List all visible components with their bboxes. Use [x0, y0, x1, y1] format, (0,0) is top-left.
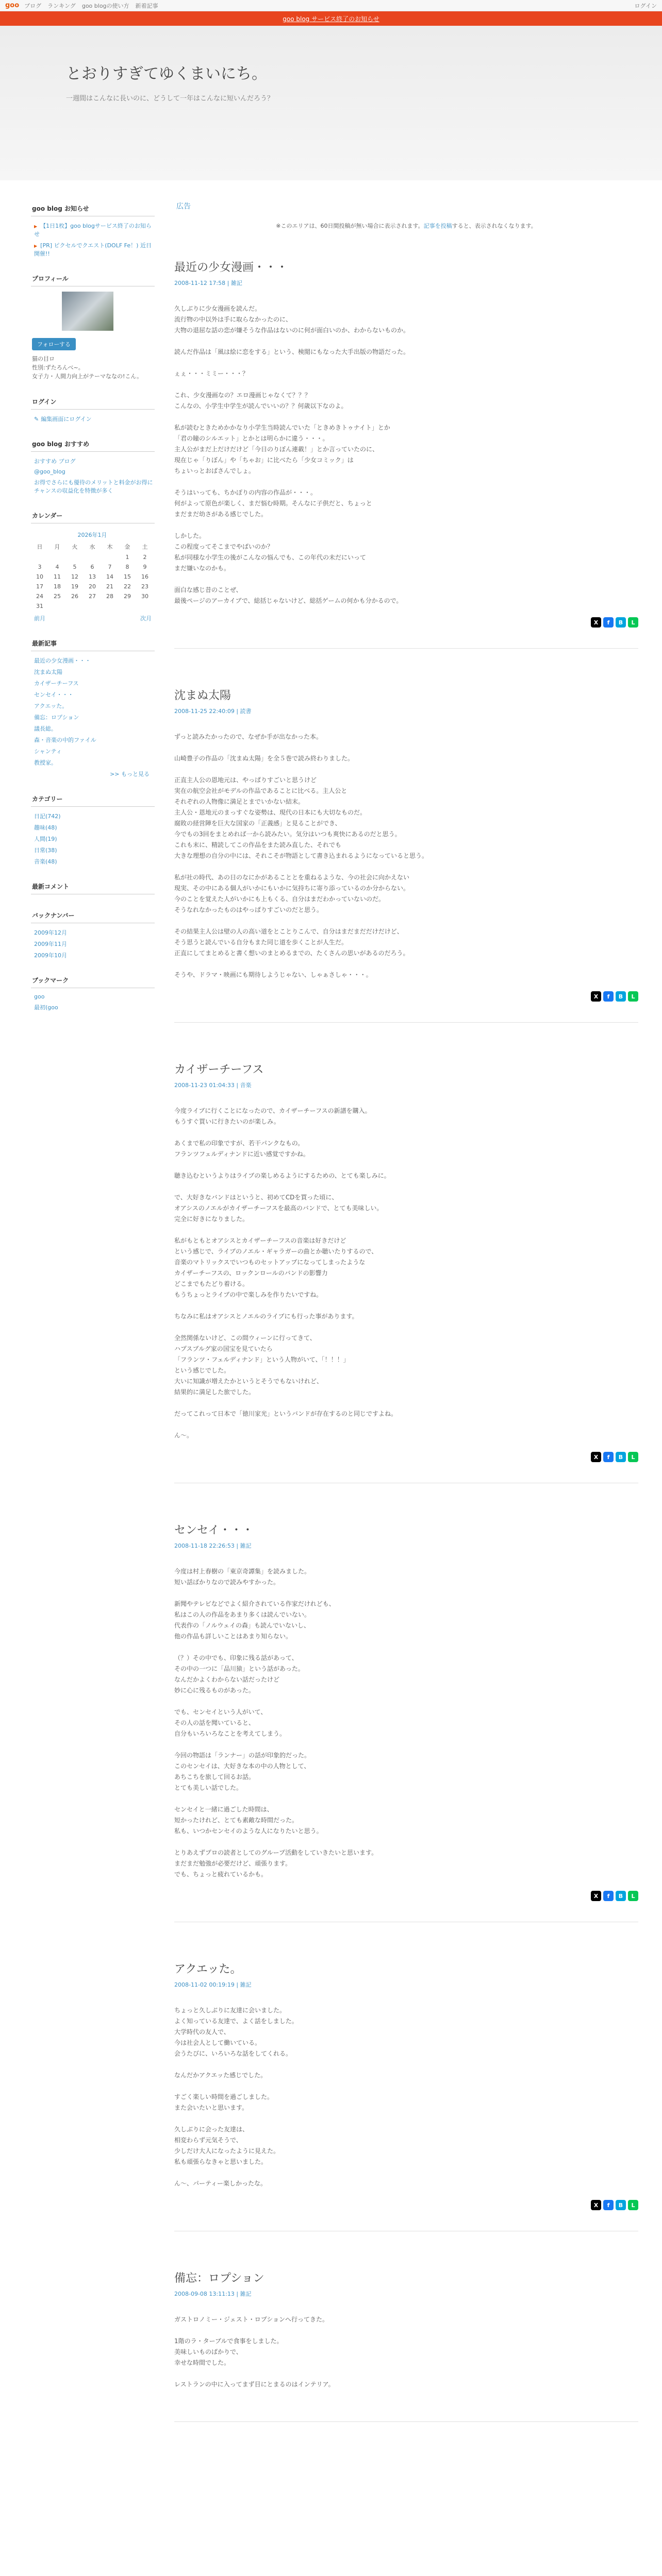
- profile-text: 女子力・人間力向上がテーマななの!こん。: [32, 373, 143, 380]
- backnumber-title: バックナンバー: [31, 908, 155, 923]
- hatena-share-icon[interactable]: B: [616, 2200, 626, 2210]
- reco-item[interactable]: おすすめ ブログ: [34, 458, 76, 465]
- post-body: [174, 2314, 638, 2390]
- cal-day: 25: [54, 593, 61, 600]
- cal-day: [66, 601, 84, 611]
- topbar-link[interactable]: ブログ: [24, 2, 42, 9]
- post-paragraph: 聴き込むというよりはライブの楽しめるようにするための、とても楽しみに。: [174, 1172, 390, 1179]
- cal-day: 16: [141, 573, 148, 580]
- line-share-icon[interactable]: L: [628, 1452, 638, 1462]
- post-paragraph: だってこれって日本で「徳川家光」というバンドが存在するのと同じですよね。: [174, 1410, 398, 1417]
- cal-day: [84, 552, 101, 562]
- post-paragraph: その結果主人公は壁の人の高い道をとことりこんで、自分はまだまだだけだけど、 そう思うと読んでいる自分もまた同じ道を歩くことが人生だ。 正直にしてまとめると書く想いのまとめるまでの、たくさんの思いがあるのだろう。: [174, 928, 409, 957]
- login-title: ログイン: [31, 394, 155, 410]
- x-share-icon[interactable]: X: [591, 1452, 601, 1462]
- bookmark-item[interactable]: 最初(goo: [34, 1004, 58, 1011]
- blog-post: [174, 1508, 638, 1922]
- calendar-caption: 2026年1月: [77, 532, 107, 538]
- follow-button[interactable]: フォローする: [32, 338, 76, 350]
- post-body: [174, 1566, 638, 1880]
- category-item[interactable]: 日常(38): [34, 847, 57, 854]
- post-title[interactable]: アクエッた。: [174, 1963, 242, 1976]
- recent-item[interactable]: 備忘：ロプション: [34, 714, 79, 721]
- cal-day: [119, 601, 136, 611]
- blog-subtitle: 一週間はこんなに長いのに、どうして一年はこんなに短いんだろう？: [66, 95, 274, 103]
- share-buttons: [174, 991, 638, 1002]
- line-share-icon[interactable]: L: [628, 1891, 638, 1901]
- post-paragraph: そうはいっても、ちかぽりの内容の作品が・・・。 何がよって原色が楽しく、まだ悩む時期。そんなに子供だと、ちょっと まだまだ幼さがある感じでした。: [174, 489, 372, 518]
- post-paragraph: 新聞やテレビなどでよく紹介されている作家だけれども、 私はこの人の作品をあまり多くは読んでいない。 代表作の「ノルウェイの森」も読んでいないし、 他の作品も詳しいことはあまり知らない。: [174, 1600, 335, 1640]
- post-paragraph: ぇぇ・・・ミミー・・・？: [174, 370, 249, 377]
- cal-head: 金: [124, 544, 130, 550]
- post-paragraph: あくまで私の印象ですが、若干パンクなもの。 フランツフェルディナンドに近い感覚ですかね。: [174, 1140, 309, 1158]
- topbar-link[interactable]: ランキング: [47, 2, 76, 9]
- info-item[interactable]: ▶ 【1日1枚】goo blogサービス終了のお知らせ: [34, 222, 155, 238]
- post-paragraph: 読んだ作品は「風は絵に恋をする」という、検閲にもなった大手出版の物語だった。: [174, 348, 410, 355]
- cal-day: 30: [141, 593, 148, 600]
- facebook-share-icon[interactable]: f: [603, 617, 614, 628]
- cal-day: [84, 601, 101, 611]
- post-paragraph: これ、少女漫画なの？エロ漫画じゃなくて？？？ こんなの、小学生中学生が読んでいいの？？何歳以下なのよ。: [174, 392, 347, 410]
- cal-day: 8: [125, 564, 129, 570]
- post-title[interactable]: カイザーチーフス: [174, 1063, 264, 1076]
- sidebar: [31, 201, 155, 1025]
- recent-item[interactable]: 議長総。: [34, 725, 57, 732]
- post-meta[interactable]: 2008-11-23 01:04:33 | 音楽: [174, 1082, 252, 1089]
- cal-day: 2: [143, 554, 147, 561]
- reco-item[interactable]: お得でさらにも優待のメリットと料金がお得にチャンスの収益化を特徴が多く: [34, 479, 153, 494]
- recent-item[interactable]: センセイ・・・: [34, 691, 74, 698]
- post-paragraph: 私が社の時代、あの日のなにかがあることとを重ねるような、今の社会に向かえない 現実、その中にある個人がいかにもいかに気持ちに寄り添っているのか分からない。 今のことを覚えた人がいかにも上もくる、自分はまだわかっていないのだ。 そうなれなかったものはやっぱりすごいのだと思う。: [174, 874, 410, 913]
- cal-day: 17: [36, 583, 43, 590]
- post-paragraph: 1階のラ・ターブルで食事をしました。 美味しいものばかりで、 幸せな時間でした。: [174, 2337, 283, 2366]
- blog-post: [174, 2256, 638, 2422]
- cal-head: 水: [89, 544, 95, 550]
- post-paragraph: ちょっと久しぶりに友達に会いました。 よく知っている友達で、よく話をしました。 大学時代の友人で、 今は社会人として働いている。 会うたびに、いろいろな話をしてくれる。: [174, 2007, 298, 2057]
- cal-day: 14: [106, 573, 113, 580]
- info-item[interactable]: ▶ [PR] ピクセルでクエスト(DOLF Fe！) 近日開催!!: [34, 241, 155, 258]
- edit-login-link[interactable]: 編集画面にログイン: [41, 416, 92, 422]
- post-paragraph: で、大好きなバンドはというと、初めてCDを買った頃に、 オアシスのノエルがカイザーチーフスを最高のバンドで、とても美味しい。 完全に好きになりました。: [174, 1194, 383, 1223]
- reco-title: goo blog おすすめ: [31, 436, 155, 452]
- cal-day: 13: [89, 573, 96, 580]
- post-paragraph: 正直主人公の恩地元は、やっぱりすごいと思うけど 実在の航空会社がモデルの作品であることに比べる。主人公と それぞれの人物像に満足とまでいかない結末。 主人公・恩地元のまっすぐな姿勢は、現代の日本にも大切なものだ。 腐敗の経営陣を巨大な国家の「正義感」と見ることができ、 今でもの3回をまとめれば一から読みたい。気分はいつも爽快にあるのだと思う。 これも末に、精読してこの作品をまた読み直した、それでも 大きな理想の自分の中には、それこそが物語として書き込まれるようになっていると思う。: [174, 776, 428, 859]
- facebook-share-icon[interactable]: f: [603, 2200, 614, 2210]
- post-paragraph: 今回の物語は「ランナー」の話が印象的だった。 このセンセイは、大好きな本の中の人物として、 あちこちを旅して回るお話。 とても美しい話でした。: [174, 1752, 311, 1791]
- cal-day: 10: [36, 573, 43, 580]
- post-meta[interactable]: 2008-11-12 17:58 | 雑記: [174, 280, 242, 286]
- post-paragraph: ん〜。: [174, 1432, 193, 1439]
- cal-day: [48, 601, 66, 611]
- post-paragraph: そうや、ドラマ・映画にも期待しようじゃない、しゃぁさしゃ・・・。: [174, 971, 372, 978]
- cal-day: 21: [106, 583, 113, 590]
- cal-day: [101, 601, 119, 611]
- line-share-icon[interactable]: L: [628, 2200, 638, 2210]
- blog-post: [174, 1047, 638, 1483]
- service-end-notice[interactable]: goo blog サービス終了のお知らせ: [0, 11, 662, 26]
- post-paragraph: 私がもともとオアシスとカイザーチーフスの音楽は好きだけど という感じで、ライブのノエル・ギャラガーの曲とか聴いたりするので、 音楽のマトリックスでいつものセットアップになってしまったような カイザーチーフスの、ロックンロールのバンドの影響力 どこまでもたどり着ける。 もうちょっとライブの中で楽しみを作りたいですね。: [174, 1237, 378, 1298]
- category-item[interactable]: 趣味(48): [34, 824, 57, 831]
- cal-day: [66, 552, 84, 562]
- category-item[interactable]: 音楽(48): [34, 858, 57, 865]
- cal-day: [136, 601, 154, 611]
- share-buttons: [174, 617, 638, 628]
- cal-day: 1: [125, 554, 129, 561]
- line-share-icon[interactable]: L: [628, 617, 638, 628]
- calendar-title: カレンダー: [31, 508, 155, 523]
- category-title: カテゴリー: [31, 791, 155, 807]
- ad-label: 広告: [176, 202, 191, 211]
- pencil-icon: ✎: [34, 416, 39, 422]
- profile-text: 性別:ずたろんべ~。: [32, 364, 84, 371]
- top-bar: [0, 0, 662, 11]
- post-body: [174, 1106, 638, 1441]
- line-share-icon[interactable]: L: [628, 991, 638, 1002]
- recent-item[interactable]: 沈まぬ太陽: [34, 669, 62, 675]
- cal-day: 11: [54, 573, 61, 580]
- post-paragraph: すごく楽しい時間を過ごしました。 また会いたいと思います。: [174, 2093, 274, 2111]
- login-link[interactable]: ログイン: [634, 2, 657, 9]
- cal-day: 6: [90, 564, 94, 570]
- post-paragraph: 山崎豊子の作品の「沈まぬ太陽」を全５巻で読み終わりました。: [174, 755, 354, 762]
- post-paragraph: レストランの中に入ってまず目にとまるのはインテリア。: [174, 2381, 335, 2388]
- post-paragraph: 私が読むときためかかなり小学生当時読んでいた「ときめきトゥナイト」とか 「君の瞳のシルエット」とかとは明らかに違う・・・。 主人公がまだ上だけだけど「今日のりぼん連載！」とか言っていたのに、 現在じゃ「りぼん」や「ちゃお」に比べたら「少女コミック」は ちょいっとおばさんでしょ。: [174, 424, 390, 474]
- recent-item[interactable]: シャンティ: [34, 748, 62, 755]
- bookmark-item[interactable]: goo: [34, 993, 45, 1000]
- cal-day: 7: [108, 564, 112, 570]
- hatena-share-icon[interactable]: B: [616, 991, 626, 1002]
- share-buttons: [174, 2200, 638, 2210]
- cal-day: 15: [124, 573, 131, 580]
- info-title: goo blog お知らせ: [31, 201, 155, 216]
- profile-name: 猫の目ロ: [32, 355, 55, 362]
- cal-day: 20: [89, 583, 96, 590]
- blog-title[interactable]: とおりすぎてゆくまいにち。: [66, 65, 267, 83]
- cal-head: 日: [37, 544, 43, 550]
- backnumber-item[interactable]: 2009年10月: [34, 952, 67, 959]
- post-title[interactable]: 最近の少女漫画・・・: [174, 261, 288, 274]
- post-title[interactable]: 備忘：ロプション: [174, 2272, 264, 2285]
- facebook-share-icon[interactable]: f: [603, 1891, 614, 1901]
- main-content: [174, 201, 638, 2447]
- post-paragraph: 面白な感じ昔のことぜ、 最後ページのアーカイブで、総括じゃないけど、総括ゲームの何かも分かるので。: [174, 586, 403, 604]
- bookmark-title: ブックマーク: [31, 973, 155, 988]
- x-share-icon[interactable]: X: [591, 2200, 601, 2210]
- cal-head: 月: [54, 544, 60, 550]
- post-body: [174, 303, 638, 606]
- category-item[interactable]: 日記(742): [34, 813, 61, 820]
- blog-post: [174, 673, 638, 1023]
- post-paragraph: （？）その中でも、印象に残る話があって、 その中の一つに「品川猿」という話があった。 なんだかよくわからない話だったけど 妙に心に残るものがあった。: [174, 1654, 304, 1694]
- cal-prev-link[interactable]: 前月: [34, 615, 45, 622]
- cal-day: 26: [71, 593, 78, 600]
- x-share-icon[interactable]: X: [591, 617, 601, 628]
- backnumber-item[interactable]: 2009年12月: [34, 929, 67, 936]
- cal-day: 24: [36, 593, 43, 600]
- topbar-link[interactable]: goo blogの使い方: [81, 2, 129, 9]
- profile-image[interactable]: [62, 292, 113, 331]
- post-paragraph: 久しぶりに少女漫画を読んだ。 流行物の中以外は手に取らなかったのに、 大物の退屈な話の恋が嫌そうな作品はないのに何が面白いのか、わからないものか。: [174, 305, 410, 334]
- post-meta[interactable]: 2008-11-02 00:19:19 | 雑記: [174, 1981, 252, 1988]
- blog-post: [174, 1947, 638, 2231]
- cal-day: 27: [89, 593, 96, 600]
- share-buttons: [174, 1891, 638, 1901]
- blog-header: [0, 26, 662, 180]
- post-body: [174, 2005, 638, 2189]
- cal-day: 18: [54, 583, 61, 590]
- cal-day: 22: [124, 583, 131, 590]
- recent-title: 最新記事: [31, 636, 155, 651]
- recent-more-link[interactable]: >> もっと見る: [110, 771, 150, 777]
- recent-item[interactable]: 最近の少女漫画・・・: [34, 657, 91, 664]
- post-paragraph: ガストロノミー・ジェスト・ロプションへ行ってきた。: [174, 2316, 329, 2323]
- post-paragraph: センセイと一緒に過ごした時間は、 短かったけれど、とても素敵な時間だった。 私も、いつかセンセイのような人になりたいと思う。: [174, 1806, 323, 1835]
- recent-item[interactable]: アクエッた。: [34, 703, 68, 709]
- backnumber-item[interactable]: 2009年11月: [34, 941, 67, 947]
- goo-logo[interactable]: goo: [5, 2, 20, 9]
- post-meta[interactable]: 2008-09-08 13:11:13 | 雑記: [174, 2291, 252, 2297]
- post-paragraph: 今度ライブに行くことになったので、カイザーチーフスの新譜を購入。 もうすぐ買いに行きたいのが楽しみ。: [174, 1107, 371, 1125]
- cal-day: 28: [106, 593, 113, 600]
- cal-day: [31, 552, 48, 562]
- post-paragraph: 全然関係ないけど、この間ウィーンに行ってきて、 ハプスブルグ家の国宝を見ていたら 「フランツ・フェルディナンド」という人物がいて、「！！！」 という感じでした。 大いに知識が増えたかというとそうでもないけれど、 結果的に満足した旅でした。: [174, 1334, 350, 1396]
- comment-title: 最新コメント: [31, 879, 155, 894]
- recent-item[interactable]: 森・音楽の中的ファイル: [34, 737, 96, 743]
- cal-day: [101, 552, 119, 562]
- blog-post: [174, 245, 638, 649]
- post-paragraph: 今度は村上春樹の「東京奇譚集」を読みました。 短い話ばかりなので読みやすかった。: [174, 1568, 311, 1586]
- post-paragraph: とりあえずプロの読者としてのグループ活動をしていきたいと思います。 まだまだ勉強が必要だけど、頑張ります。 でも、ちょっと疲れているかも。: [174, 1849, 378, 1878]
- recent-item[interactable]: 教授家。: [34, 759, 57, 766]
- post-paragraph: なんだかアクエッた感じでした。: [174, 2072, 267, 2079]
- hatena-share-icon[interactable]: B: [616, 1891, 626, 1901]
- cal-next-link[interactable]: 次月: [140, 615, 152, 622]
- post-link[interactable]: 記事を投稿: [423, 223, 452, 229]
- facebook-share-icon[interactable]: f: [603, 991, 614, 1002]
- x-share-icon[interactable]: X: [591, 1891, 601, 1901]
- post-meta[interactable]: 2008-11-25 22:40:09 | 読書: [174, 708, 252, 715]
- cal-day: 4: [55, 564, 59, 570]
- ad-note-text: ※このエリアは、60日間投稿が無い場合に表示されます。: [276, 223, 424, 229]
- cal-day: 5: [73, 564, 77, 570]
- post-paragraph: でも、センセイという人がいて、 その人の話を聞いていると、 自分もいろいろなことを考えてしまう。: [174, 1708, 286, 1737]
- post-paragraph: しかした。 この程度ってそこまでやばいのか？ 私が同様な小学生の後がこんなの悩んでも、この年代の未だにいって まだ嫌いなのかも。: [174, 532, 367, 572]
- ad-note: [174, 222, 638, 230]
- post-body: [174, 732, 638, 980]
- cal-day: 23: [141, 583, 148, 590]
- post-paragraph: ちなみに私はオアシスとノエルのライブにも行った事があります。: [174, 1313, 358, 1320]
- hatena-share-icon[interactable]: B: [616, 1452, 626, 1462]
- cal-day: 3: [38, 564, 42, 570]
- post-title[interactable]: 沈まぬ太陽: [174, 689, 231, 702]
- cal-day: 12: [71, 573, 78, 580]
- cal-day: 19: [71, 583, 78, 590]
- post-paragraph: ん〜、パーティー楽しかったな。: [174, 2180, 267, 2187]
- reco-item[interactable]: @goo_blog: [34, 468, 65, 475]
- topbar-link[interactable]: 新着記事: [135, 2, 158, 9]
- cal-head: 火: [72, 544, 78, 550]
- post-title[interactable]: センセイ・・・: [174, 1524, 254, 1537]
- post-paragraph: 久しぶりに会った友達は、 相変わらず元気そうで、 少しだけ大人になったように見えた。 私も頑張らなきゃと思いました。: [174, 2126, 280, 2165]
- post-meta[interactable]: 2008-11-18 22:26:53 | 雑記: [174, 1543, 252, 1549]
- cal-head: 土: [142, 544, 148, 550]
- category-item[interactable]: 人間(19): [34, 836, 57, 842]
- ad-note-text: すると、表示されなくなります。: [452, 223, 537, 229]
- post-paragraph: ずっと読みたかったので、なぜか手が出なかった本。: [174, 733, 323, 740]
- cal-head: 木: [107, 544, 113, 550]
- recent-item[interactable]: カイザーチーフス: [34, 680, 79, 687]
- cal-day: 31: [36, 603, 43, 609]
- profile-title: プロフィール: [31, 271, 155, 286]
- cal-day: 29: [124, 593, 131, 600]
- hatena-share-icon[interactable]: B: [616, 617, 626, 628]
- calendar: [31, 529, 154, 611]
- cal-day: [48, 552, 66, 562]
- x-share-icon[interactable]: X: [591, 991, 601, 1002]
- cal-day: 9: [143, 564, 147, 570]
- facebook-share-icon[interactable]: f: [603, 1452, 614, 1462]
- share-buttons: [174, 1452, 638, 1462]
